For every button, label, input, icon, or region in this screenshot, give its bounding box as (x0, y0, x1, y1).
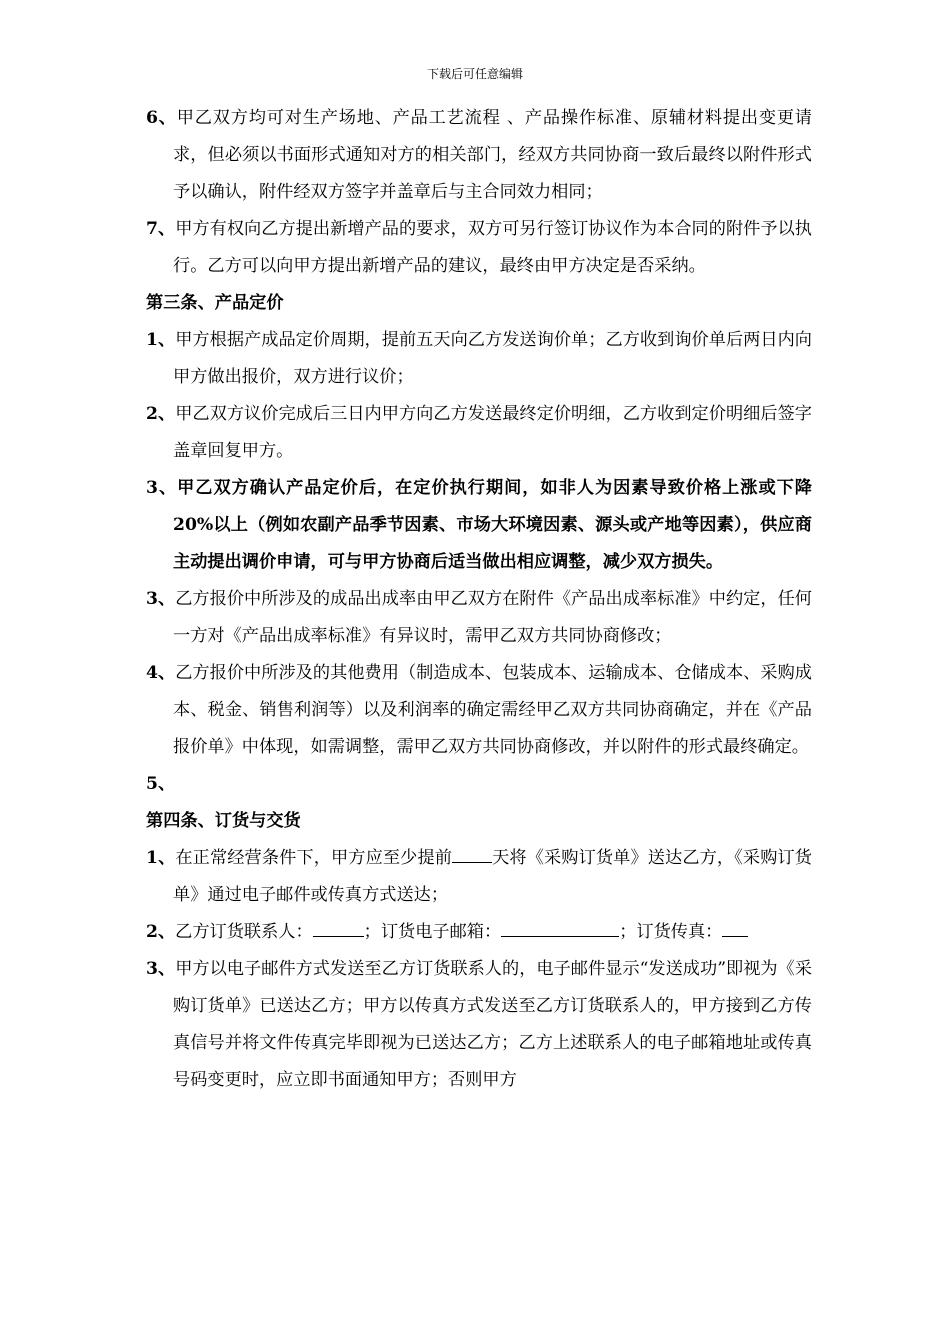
item-number: 5、 (146, 774, 176, 794)
item-text: 甲方有权向乙方提出新增产品的要求，双方可另行签订协议作为本合同的附件予以执行。乙方可以向甲方提出新增产品的建议，最终由甲方决定是否采纳。 (173, 219, 812, 276)
item-number: 2、 (146, 922, 176, 942)
page-header: 下载后可任意编辑 (426, 67, 523, 81)
document-body (146, 100, 812, 1099)
clause-4-item-2 (146, 914, 812, 951)
item-text-a: 在正常经营条件下，甲方应至少提前 (175, 848, 453, 868)
clause-2-item-7 (146, 211, 812, 285)
item-number: 2、 (146, 404, 176, 424)
item-text: 甲方根据产成品定价周期，提前五天向乙方发送询价单；乙方收到询价单后两日内向甲方做出报价，双方进行议价； (173, 330, 812, 387)
item-text-b: 天将《采购订货单》送达乙方，《采购订货单》通过电子邮件或传真方式送达； (173, 848, 812, 905)
clause-4-item-1 (146, 840, 812, 914)
clause-3-item-2 (146, 396, 812, 470)
item-text: 乙方报价中所涉及的其他费用（制造成本、包装成本、运输成本、仓储成本、采购成本、税金、销售利润等）以及利润率的确定需经甲乙双方共同协商确定，并在《产品报价单》中体现，如需调整，需甲乙双方共同协商修改，并以附件的形式最终确定。 (173, 663, 812, 757)
order-email-blank-field[interactable] (501, 918, 619, 937)
item-number: 1、 (146, 330, 176, 350)
order-fax-blank-field[interactable] (722, 918, 748, 937)
days-blank-field[interactable] (452, 844, 492, 863)
clause-3-item-5 (146, 766, 812, 803)
item-number: 6、 (146, 108, 177, 128)
clause-3-item-3-bold (146, 470, 812, 581)
clause-3-item-4 (146, 655, 812, 766)
item-text: 甲乙双方确认产品定价后，在定价执行期间，如非人为因素导致价格上涨或下降20%以上（例如农副产品季节因素、市场大环境因素、源头或产地等因素），供应商主动提出调价申请，可与甲方协商后适当做出相应调整，减少双方损失。 (173, 478, 812, 572)
item-text: 甲乙双方均可对生产场地、产品工艺流程 、产品操作标准、原辅材料提出变更请求，但必须以书面形式通知对方的相关部门，经双方共同协商一致后最终以附件形式予以确认，附件经双方签字并盖章后与主合同效力相同； (173, 108, 812, 202)
item-text-b: ；订货电子邮箱： (363, 922, 502, 942)
item-number: 4、 (146, 663, 176, 683)
item-text: 甲乙双方议价完成后三日内甲方向乙方发送最终定价明细，乙方收到定价明细后签字盖章回复甲方。 (173, 404, 812, 461)
item-text: 甲方以电子邮件方式发送至乙方订货联系人的，电子邮件显示“发送成功”即视为《采购订货单》已送达乙方；甲方以传真方式发送至乙方订货联系人的，甲方接到乙方传真信号并将文件传真完毕即视为已送达乙方；乙方上述联系人的电子邮箱地址或传真号码变更时，应立即书面通知甲方；否则甲方 (173, 959, 813, 1090)
section-heading-ordering: 第四条、订货与交货 (146, 811, 301, 831)
item-number: 1、 (146, 848, 176, 868)
item-number: 3、 (146, 959, 176, 979)
clause-3-item-3 (146, 581, 812, 655)
section-heading-pricing: 第三条、产品定价 (146, 293, 284, 313)
item-text: 乙方报价中所涉及的成品出成率由甲乙双方在附件《产品出成率标准》中约定，任何一方对《产品出成率标准》有异议时，需甲乙双方共同协商修改； (173, 589, 812, 646)
clause-2-item-6 (146, 100, 812, 211)
item-number: 3、 (146, 478, 178, 498)
clause-3-item-1 (146, 322, 812, 396)
item-text-c: ；订货传真： (619, 922, 723, 942)
item-number: 3、 (146, 589, 176, 609)
item-text-a: 乙方订货联系人： (175, 922, 313, 942)
clause-4-item-3 (146, 951, 812, 1099)
contact-person-blank-field[interactable] (313, 918, 364, 937)
item-number: 7、 (146, 219, 176, 239)
